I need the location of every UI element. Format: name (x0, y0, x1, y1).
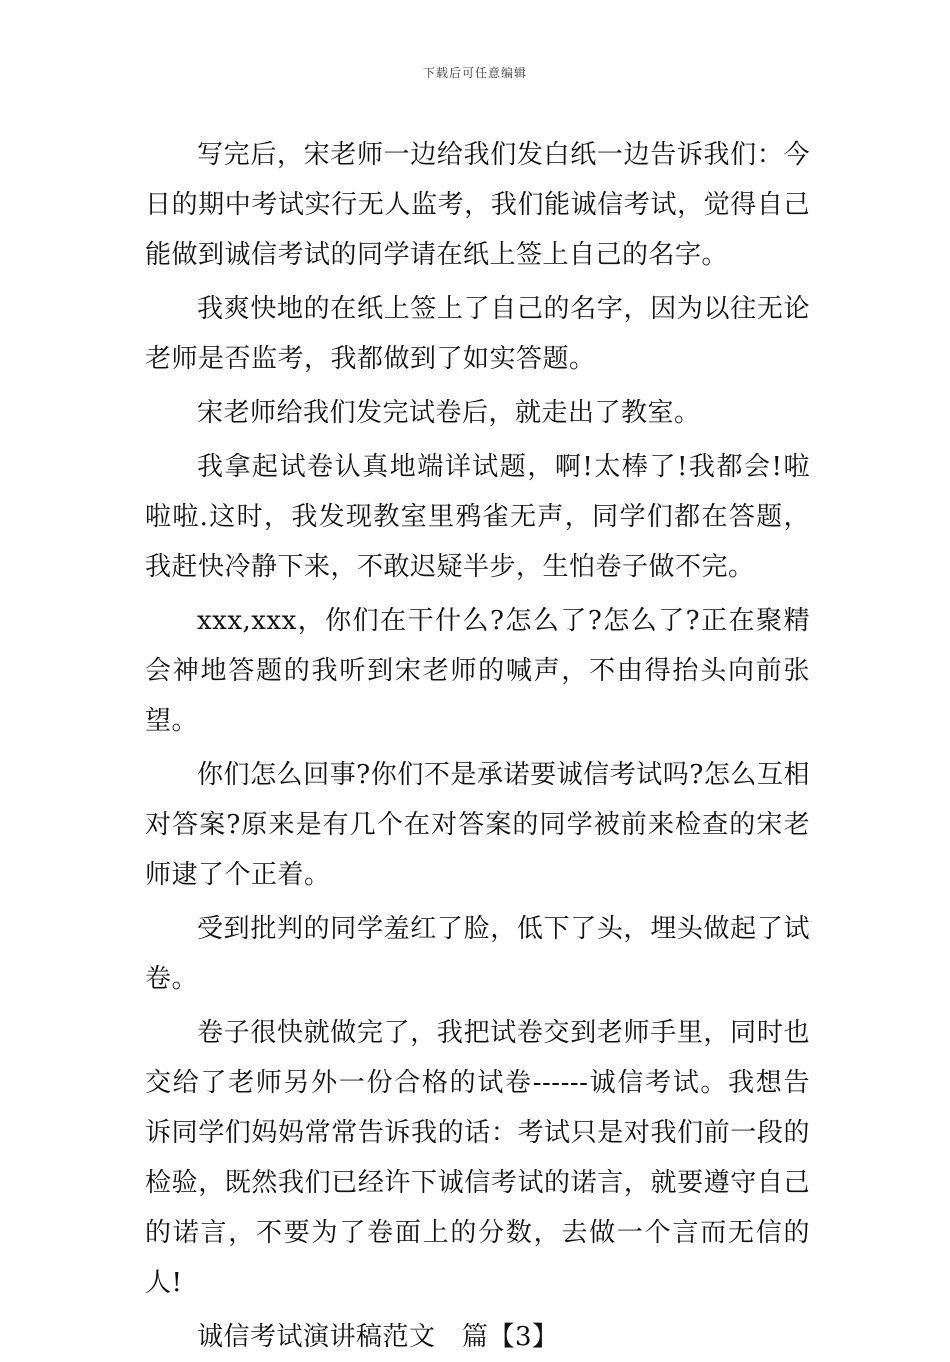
paragraph-3: 宋老师给我们发完试卷后，就走出了教室。 (197, 398, 701, 428)
paragraph-7: 受到批判的同学羞红了脸，低下了头，埋头做起了试卷。 (145, 914, 810, 994)
paragraph-1: 写完后，宋老师一边给我们发白纸一边告诉我们：今日的期中考试实行无人监考，我们能诚信考试，觉得自己能做到诚信考试的同学请在纸上签上自己的名字。 (145, 140, 810, 270)
paragraph-8: 卷子很快就做完了，我把试卷交到老师手里，同时也交给了老师另外一份合格的试卷------诚信考试。我想告诉同学们妈妈常常告诉我的话：考试只是对我们前一段的检验，既然我们已经许下诚信考试的诺言，就要遵守自己的诺言，不要为了卷面上的分数，去做一个言而无信的人! (145, 1018, 810, 1298)
header-note: 下载后可任意编辑 (422, 66, 527, 80)
paragraph-6: 你们怎么回事?你们不是承诺要诚信考试吗?怎么互相对答案?原来是有几个在对答案的同学被前来检查的宋老师逮了个正着。 (145, 760, 810, 890)
section-heading: 诚信考试演讲稿范文 篇【3】 (197, 1322, 559, 1352)
paragraph-2: 我爽快地的在纸上签上了自己的名字，因为以往无论老师是否监考，我都做到了如实答题。 (145, 294, 810, 374)
document-body (145, 130, 810, 1362)
paragraph-4: 我拿起试卷认真地端详试题，啊!太棒了!我都会!啦啦啦.这时，我发现教室里鸦雀无声，同学们都在答题，我赶快冷静下来，不敢迟疑半步，生怕卷子做不完。 (145, 452, 810, 582)
paragraph-5: xxx,xxx，你们在干什么?怎么了?怎么了?正在聚精会神地答题的我听到宋老师的喊声，不由得抬头向前张望。 (145, 606, 810, 736)
